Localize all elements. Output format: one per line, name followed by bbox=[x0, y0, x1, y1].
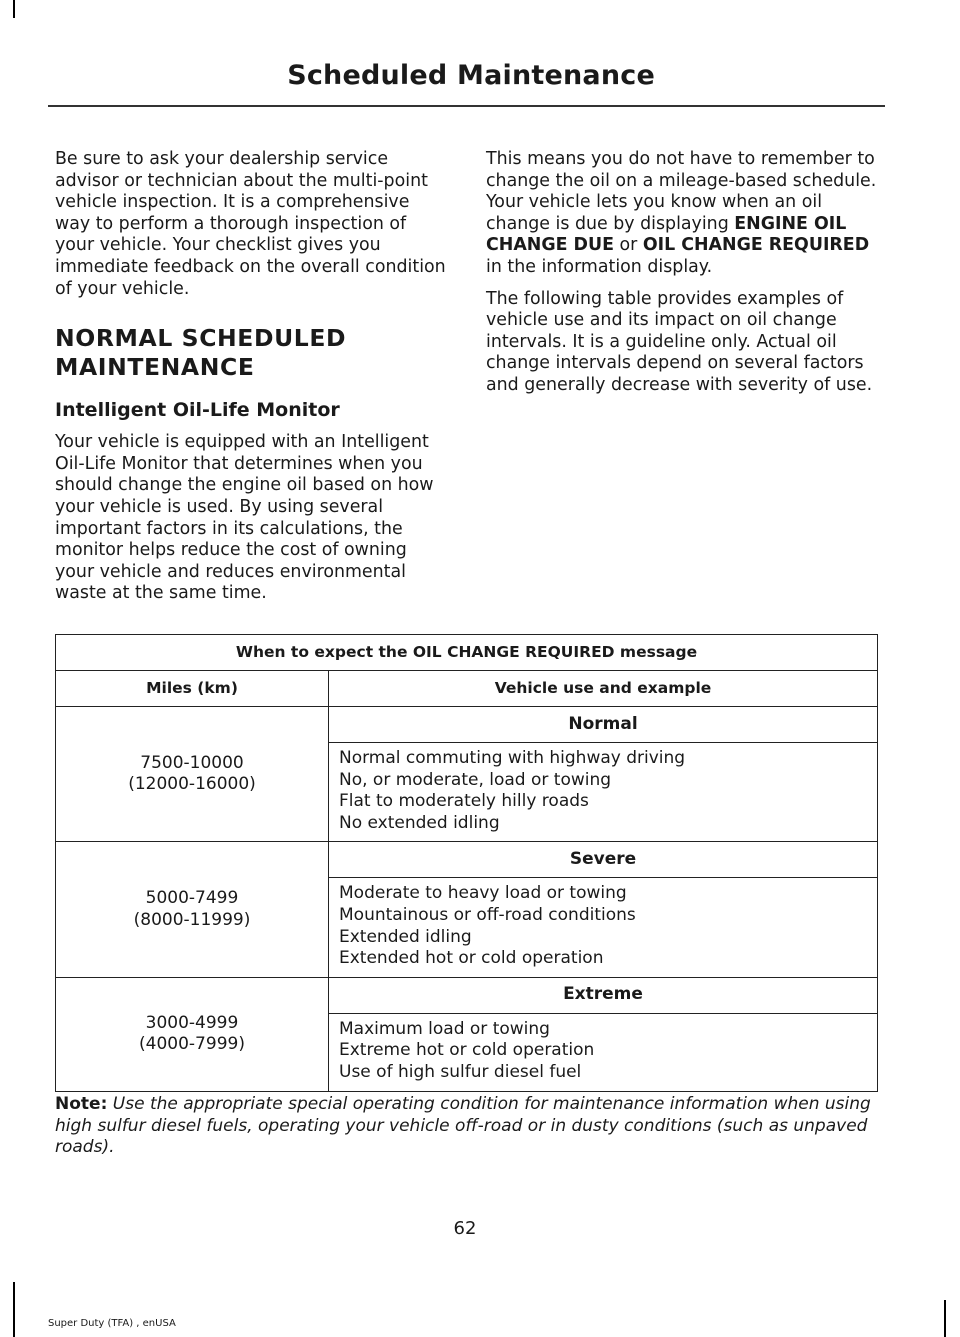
p1-or: or bbox=[613, 235, 643, 256]
section-heading-line2: MAINTENANCE bbox=[55, 353, 255, 382]
p1-text: This means you do not have to remember to change the oil on a mileage-based schedule. Your vehicle lets you know when an oil change is due by displaying bbox=[486, 149, 877, 234]
table-row bbox=[56, 977, 878, 1013]
table-caption: When to expect the OIL CHANGE REQUIRED message bbox=[56, 635, 878, 671]
example-item: No extended idling bbox=[339, 812, 500, 833]
example-item: Mountainous or off-road conditions bbox=[339, 904, 636, 925]
column-header-use: Vehicle use and example bbox=[329, 671, 878, 707]
example-item: Use of high sulfur diesel fuel bbox=[339, 1061, 582, 1082]
engine-oil-change-due: ENGINE OIL CHANGE DUE bbox=[486, 213, 847, 256]
display-paragraph bbox=[486, 149, 884, 279]
section-heading-line1: NORMAL SCHEDULED bbox=[55, 324, 347, 353]
category-normal: Normal bbox=[329, 707, 878, 743]
page-title: Scheduled Maintenance bbox=[287, 60, 655, 91]
example-item: Extended idling bbox=[339, 926, 472, 947]
p1-end: in the information display. bbox=[486, 256, 713, 277]
examples-cell bbox=[329, 743, 878, 842]
intro-paragraph: Be sure to ask your dealership service advisor or technician about the multi-point vehicle inspection. It is a comprehensive way to perform a thorough inspection of your vehicle. Your checklist gives you immediate feedback on the overall condition of your vehicle. bbox=[55, 149, 446, 299]
miles-value: 7500-10000 bbox=[140, 752, 244, 773]
km-value: (12000-16000) bbox=[128, 774, 256, 795]
miles-cell bbox=[56, 707, 329, 842]
example-item: Moderate to heavy load or towing bbox=[339, 883, 627, 904]
footer-text: Super Duty (TFA) , enUSA bbox=[48, 1318, 176, 1329]
example-item: No, or moderate, load or towing bbox=[339, 769, 612, 790]
note-text: Use the appropriate special operating condition for maintenance information when using high sulfur diesel fuels, operating your vehicle off-road or in dusty conditions (such as unpaved roads). bbox=[55, 1094, 871, 1158]
km-value: (4000-7999) bbox=[139, 1034, 245, 1055]
page-number: 62 bbox=[453, 1218, 477, 1239]
miles-value: 3000-4999 bbox=[145, 1012, 239, 1033]
category-severe: Severe bbox=[329, 842, 878, 878]
left-column bbox=[55, 149, 450, 605]
table-row bbox=[56, 842, 878, 878]
examples-cell bbox=[329, 1013, 878, 1091]
table-intro-paragraph: The following table provides examples of vehicle use and its impact on oil change intervals. It is a guideline only. Actual oil change intervals depend on several factors and generally decrease with severity of use. bbox=[486, 288, 873, 395]
examples-cell bbox=[329, 878, 878, 977]
note-label: Note: bbox=[55, 1094, 108, 1114]
section-heading bbox=[55, 324, 450, 382]
table-row bbox=[56, 707, 878, 743]
crop-mark bbox=[13, 0, 15, 18]
km-value: (8000-11999) bbox=[133, 909, 251, 930]
header-rule bbox=[48, 105, 885, 107]
example-item: Flat to moderately hilly roads bbox=[339, 791, 589, 812]
subheading: Intelligent Oil-Life Monitor bbox=[55, 399, 340, 422]
category-extreme: Extreme bbox=[329, 977, 878, 1013]
example-item: Extended hot or cold operation bbox=[339, 948, 604, 969]
miles-cell bbox=[56, 842, 329, 977]
right-column bbox=[486, 149, 884, 397]
oil-change-table bbox=[55, 634, 878, 1092]
example-item: Extreme hot or cold operation bbox=[339, 1040, 595, 1061]
example-item: Normal commuting with highway driving bbox=[339, 748, 686, 768]
miles-cell bbox=[56, 977, 329, 1091]
example-item: Maximum load or towing bbox=[339, 1018, 550, 1039]
note bbox=[55, 1094, 885, 1159]
body-paragraph: Your vehicle is equipped with an Intelligent Oil-Life Monitor that determines when you should change the engine oil based on how your vehicle is used. By using several important factors in its calculations, the monitor helps reduce the cost of owning your vehicle and reduces environmental waste at the same time. bbox=[55, 432, 434, 604]
column-header-miles: Miles (km) bbox=[56, 671, 329, 707]
crop-mark bbox=[13, 1282, 15, 1337]
oil-change-required: OIL CHANGE REQUIRED bbox=[642, 235, 870, 256]
miles-value: 5000-7499 bbox=[145, 887, 239, 908]
crop-mark bbox=[944, 1300, 946, 1337]
